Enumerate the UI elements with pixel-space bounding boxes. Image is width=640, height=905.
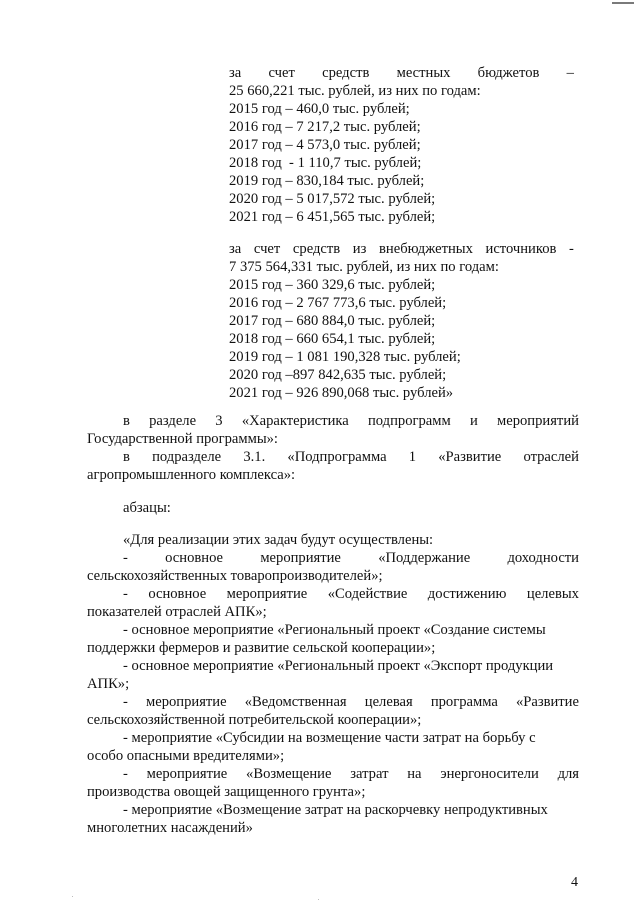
measure-line1: - основное мероприятие «Региональный проект «Создание системы (123, 622, 546, 638)
word: подразделе (152, 449, 222, 465)
local-budget-year: 2020 год – 5 017,572 тыс. рублей; (229, 191, 436, 207)
measure-line1 (123, 585, 579, 603)
extra-budget-year: 2020 год –897 842,635 тыс. рублей; (229, 367, 447, 383)
paragraphs-label: абзацы: (123, 500, 171, 516)
measure-line1 (123, 549, 579, 567)
measure-line1: - мероприятие «Субсидии на возмещение части затрат на борьбу с (123, 730, 536, 746)
word: мероприятие (145, 694, 227, 710)
measure-line2: показателей отраслей АПК»; (87, 604, 267, 620)
word: мероприятие (146, 766, 228, 782)
subsection-ref-line1 (123, 448, 579, 466)
word: подпрограмм (368, 413, 451, 429)
local-budget-year: 2019 год – 830,184 тыс. рублей; (229, 173, 425, 189)
word: внебюджетных (379, 241, 473, 257)
measure-line2: сельскохозяйственных товаропроизводителей»; (87, 568, 383, 584)
word: затрат (350, 766, 389, 782)
extra-budget-year: 2019 год – 1 081 190,328 тыс. рублей; (229, 349, 461, 365)
word: за (229, 241, 242, 257)
extra-budget-year: 2016 год – 2 767 773,6 тыс. рублей; (229, 295, 447, 311)
extra-budget-total: 7 375 564,331 тыс. рублей, из них по годам: (229, 259, 499, 275)
word: счет (268, 65, 295, 81)
word: из (352, 241, 367, 257)
local-budget-year: 2016 год – 7 217,2 тыс. рублей; (229, 119, 421, 135)
word: целевая (364, 694, 413, 710)
scan-speck (72, 896, 73, 897)
word: 1 (408, 449, 417, 465)
word: разделе (149, 413, 197, 429)
word: «Подпрограмма (287, 449, 387, 465)
word: бюджетов (477, 65, 540, 81)
word: 3.1. (243, 449, 266, 465)
word: – (566, 65, 574, 81)
local-budget-total: 25 660,221 тыс. рублей, из них по годам: (229, 83, 481, 99)
extra-budget-intro (229, 240, 574, 258)
local-budget-year: 2021 год – 6 451,565 тыс. рублей; (229, 209, 436, 225)
section-ref-line2: Государственной программы»: (87, 431, 278, 447)
local-budget-year: 2017 год – 4 573,0 тыс. рублей; (229, 137, 421, 153)
word: - (569, 241, 574, 257)
local-budget-year: 2015 год – 460,0 тыс. рублей; (229, 101, 410, 117)
local-budget-year: 2018 год - 1 110,7 тыс. рублей; (229, 155, 422, 171)
word: программа (430, 694, 498, 710)
word: - (123, 586, 128, 602)
word: «Содействие (327, 586, 408, 602)
word: «Возмещение (246, 766, 332, 782)
measure-line1: - мероприятие «Возмещение затрат на раскорчевку непродуктивных (123, 802, 548, 818)
word: мероприятие (260, 550, 341, 566)
word: 3 (215, 413, 223, 429)
section-ref-line1 (123, 412, 579, 430)
word: «Развитие (515, 694, 579, 710)
local-budget-intro (229, 64, 574, 82)
word: на (407, 766, 422, 782)
word: в (123, 449, 130, 465)
word: мероприятие (226, 586, 308, 602)
word: основное (165, 550, 224, 566)
word: целевых (526, 586, 579, 602)
word: отраслей (523, 449, 579, 465)
word: «Характеристика (241, 413, 349, 429)
word: и (469, 413, 478, 429)
measure-line2: сельскохозяйственной потребительской кооперации»; (87, 712, 422, 728)
extra-budget-year: 2017 год – 680 884,0 тыс. рублей; (229, 313, 436, 329)
word: основное (148, 586, 207, 602)
word: - (123, 550, 128, 566)
measure-line1 (123, 693, 579, 711)
measure-line1 (123, 765, 579, 783)
word: - (123, 766, 128, 782)
word: счет (253, 241, 281, 257)
extra-budget-year: 2018 год – 660 654,1 тыс. рублей; (229, 331, 436, 347)
scan-speck (318, 899, 319, 900)
word: местных (396, 65, 451, 81)
measures-intro: «Для реализации этих задач будут осуществлены: (123, 532, 434, 548)
word: средств (322, 65, 370, 81)
page-number: 4 (571, 875, 578, 890)
word: энергоносители (440, 766, 539, 782)
extra-budget-year: 2015 год – 360 329,6 тыс. рублей; (229, 277, 436, 293)
measure-line2: особо опасными вредителями»; (87, 748, 285, 764)
word: в (123, 413, 130, 429)
measure-line2: многолетних насаждений» (87, 820, 253, 836)
word: достижению (427, 586, 507, 602)
word: доходности (507, 550, 579, 566)
measure-line2: поддержки фермеров и развитие сельской кооперации»; (87, 640, 436, 656)
extra-budget-year: 2021 год – 926 890,068 тыс. рублей» (229, 385, 454, 401)
word: для (557, 766, 579, 782)
subsection-ref-line2: агропромышленного комплекса»: (87, 467, 296, 483)
word: источников (485, 241, 557, 257)
measure-line2: производства овощей защищенного грунта»; (87, 784, 366, 800)
measure-line1: - основное мероприятие «Региональный проект «Экспорт продукции (123, 658, 554, 674)
scan-edge-mark (612, 2, 634, 4)
word: - (123, 694, 128, 710)
word: средств (292, 241, 341, 257)
word: мероприятий (497, 413, 579, 429)
measure-line2: АПК»; (87, 676, 130, 692)
word: за (229, 65, 242, 81)
word: «Ведомственная (244, 694, 347, 710)
word: «Развитие (438, 449, 502, 465)
word: «Поддержание (378, 550, 471, 566)
